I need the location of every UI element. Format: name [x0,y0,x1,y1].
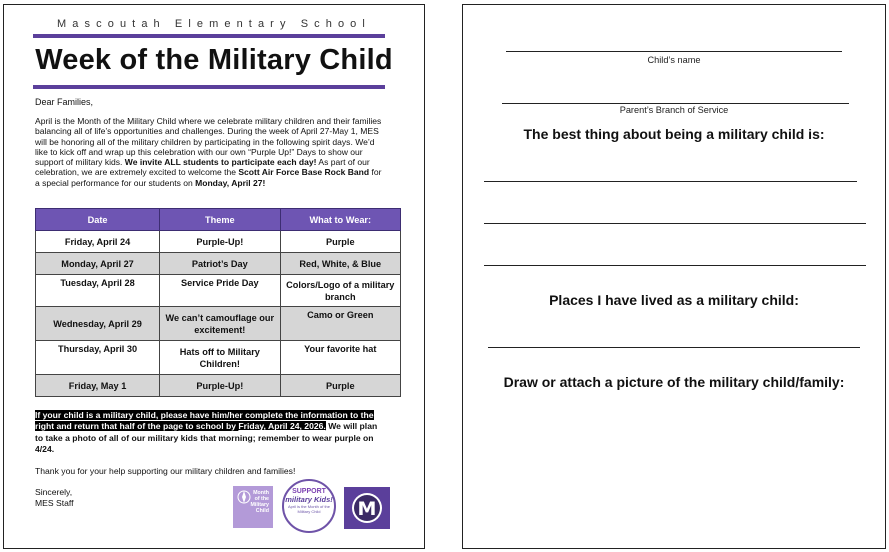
logo-ofthe-text: of the [254,496,269,502]
school-m-logo [344,487,390,529]
school-emblem-icon [344,487,390,529]
month-of-military-child-logo [233,486,273,528]
title-underline-bar [33,85,385,89]
support-logo-bottom: April is the Month of the Military Child [287,504,331,514]
left-page [3,4,425,549]
row-theme: Purple-Up! [160,231,280,253]
school-name: Mascoutah Elementary School [57,18,371,30]
signature-block [35,487,74,509]
table-row [36,341,401,375]
best-thing-heading: The best thing about being a military child is: [523,126,825,142]
row-theme: Patriot’s Day [160,253,280,275]
table-row [36,253,401,275]
answer-line[interactable] [484,181,857,182]
branch-label: Parent’s Branch of Service [619,105,729,115]
places-line[interactable] [488,347,860,348]
row-date: Tuesday, April 28 [36,275,160,307]
row-wear: Camo or Green [280,307,400,341]
branch-line[interactable] [502,103,849,104]
support-military-kids-logo [282,479,336,533]
intro-text-1: April is the Month of the Military Child where we celebrate military children and their families balancing all of life’s opportunities and challenges. During the week of April 27-May 1, MES will be honoring all of the military children by participating in the following spirit days. We’d like to kick off and wrap up this celebration with our own “Purple Up!” Days to show our support of military kids. [35,116,382,167]
notice-highlight [35,410,374,431]
notice-deadline: Friday, April 24, 2026. [238,421,326,432]
signature: MES Staff [35,498,74,508]
answer-line[interactable] [484,265,866,266]
row-theme: We can’t camouflage our excitement! [160,307,280,341]
logo-child-text: Child [255,508,269,514]
row-wear: Your favorite hat [280,341,400,375]
table-row [36,307,401,341]
intro-date: Monday, April 27! [195,177,266,188]
places-heading: Places I have lived as a military child: [549,292,799,308]
support-logo-middle: military Kids! [285,495,333,504]
intro-band: Scott Air Force Base Rock Band [238,167,370,178]
row-date: Friday, May 1 [36,375,160,397]
row-wear: Purple [280,231,400,253]
closing: Sincerely, [35,487,73,497]
pinwheel-icon [237,490,251,504]
return-notice [35,410,385,455]
row-theme: Hats off to Military Children! [160,341,280,375]
table-row [36,375,401,397]
logo-month-text: Month [253,490,269,496]
notice-highlight-text: If your child is a military child, please have him/her complete the information to the right and return that half of the page to school by [35,410,374,432]
intro-paragraph [35,116,385,188]
row-wear: Colors/Logo of a military branch [280,275,400,307]
row-theme: Purple-Up! [160,375,280,397]
header-theme: Theme [160,209,280,231]
table-row [36,275,401,307]
support-logo-top: SUPPORT [292,488,326,495]
row-wear: Purple [280,375,400,397]
row-wear: Red, White, & Blue [280,253,400,275]
thanks-line: Thank you for your help supporting our military children and families! [35,466,296,476]
answer-line[interactable] [484,223,866,224]
greeting: Dear Families, [35,97,94,107]
logo-military-text: Military [250,502,269,508]
row-date: Wednesday, April 29 [36,307,160,341]
row-date: Thursday, April 30 [36,341,160,375]
intro-invite: We invite ALL students to participate each day! [124,157,317,167]
row-theme: Service Pride Day [160,275,280,307]
spirit-days-table [35,208,401,397]
right-page [462,4,886,549]
header-wear: What to Wear: [280,209,400,231]
notice-rest: We will plan to take a photo of all of our military kids that morning; remember to wear purple on 4/24. [35,421,378,454]
table-row [36,231,401,253]
row-date: Friday, April 24 [36,231,160,253]
header-date: Date [36,209,160,231]
intro-text-2: As part of our celebration, we are extremely excited to welcome the [35,157,370,178]
top-accent-bar [33,34,385,38]
school-logo-letter: M [357,498,377,520]
page-title: Week of the Military Child [35,44,393,76]
child-name-line[interactable] [506,51,842,52]
intro-text-3: for a special performance for our students on [35,167,382,188]
table-header-row [36,209,401,231]
row-date: Monday, April 27 [36,253,160,275]
draw-heading: Draw or attach a picture of the military child/family: [503,374,845,390]
child-name-label: Child’s name [647,55,701,65]
